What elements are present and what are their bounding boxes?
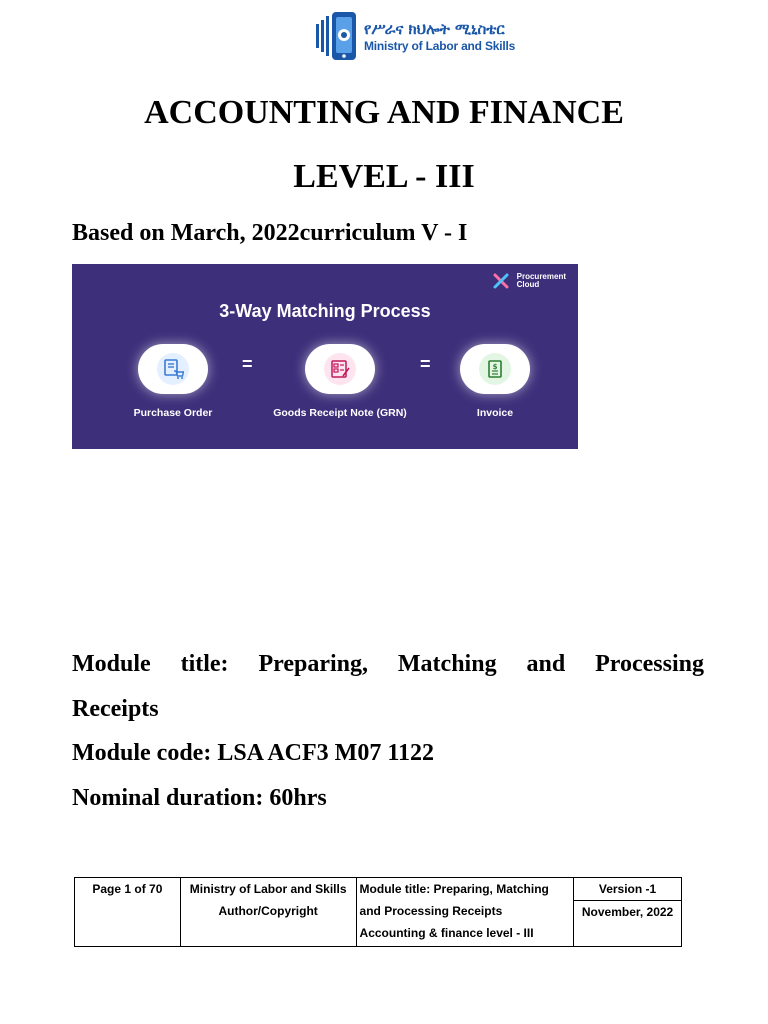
svg-text:$: $ — [492, 363, 498, 371]
module-title-word: and — [526, 651, 566, 677]
module-title-word: Matching — [397, 651, 497, 677]
footer-module-line-2: and Processing Receipts — [359, 904, 503, 918]
footer-date: November, 2022 — [581, 905, 674, 919]
module-title-word: Module — [72, 651, 151, 677]
goods-receipt-badge — [305, 344, 375, 394]
document-title: ACCOUNTING AND FINANCE — [144, 94, 624, 131]
footer-version-cell — [574, 878, 682, 947]
invoice-badge — [460, 344, 530, 394]
footer-module-cell — [356, 878, 574, 947]
footer-ministry: Ministry of Labor and Skills — [189, 882, 347, 896]
module-title-word: Processing — [595, 651, 704, 677]
purchase-order-icon — [157, 353, 189, 385]
banner-title: 3-Way Matching Process — [219, 301, 431, 321]
procurement-cloud-brand — [493, 273, 566, 289]
module-title-word: title: — [180, 651, 229, 677]
curriculum-note: Based on March, 2022curriculum V - I — [72, 220, 468, 246]
page-number: Page 1 of 70 — [92, 882, 163, 896]
brand-line-2: Cloud — [516, 280, 540, 289]
ministry-logo-icon — [316, 10, 360, 62]
three-way-matching-banner — [72, 264, 578, 449]
brand-line-1: Procurement — [516, 272, 566, 281]
module-title-word: Preparing, — [258, 651, 368, 677]
invoice-icon — [479, 353, 511, 385]
footer-page-cell — [75, 878, 181, 947]
logo-amharic-text: የሥራና ክህሎት ሚኒስቴር — [364, 20, 505, 38]
module-title-line-1 — [72, 651, 704, 678]
document-level: LEVEL - III — [293, 158, 475, 195]
ministry-logo — [316, 10, 516, 62]
module-title-line-2: Receipts — [72, 696, 159, 722]
footer-author: Author/Copyright — [218, 904, 318, 918]
footer-module-line-3: Accounting & finance level - III — [359, 926, 534, 940]
page-footer-table — [74, 877, 682, 947]
purchase-order-label: Purchase Order — [133, 407, 213, 419]
footer-ministry-cell — [180, 878, 356, 947]
goods-receipt-icon — [324, 353, 356, 385]
footer-version: Version -1 — [574, 878, 681, 901]
equals-sign-1: = — [242, 354, 253, 374]
logo-english-text: Ministry of Labor and Skills — [364, 39, 516, 53]
module-code: Module code: LSA ACF3 M07 1122 — [72, 740, 435, 766]
footer-module-line-1: Module title: Preparing, Matching — [359, 882, 549, 896]
procurement-cloud-icon — [493, 273, 509, 289]
nominal-duration: Nominal duration: 60hrs — [72, 785, 327, 811]
goods-receipt-label: Goods Receipt Note (GRN) — [273, 407, 407, 419]
invoice-label: Invoice — [476, 407, 514, 419]
purchase-order-badge — [138, 344, 208, 394]
equals-sign-2: = — [420, 354, 431, 374]
